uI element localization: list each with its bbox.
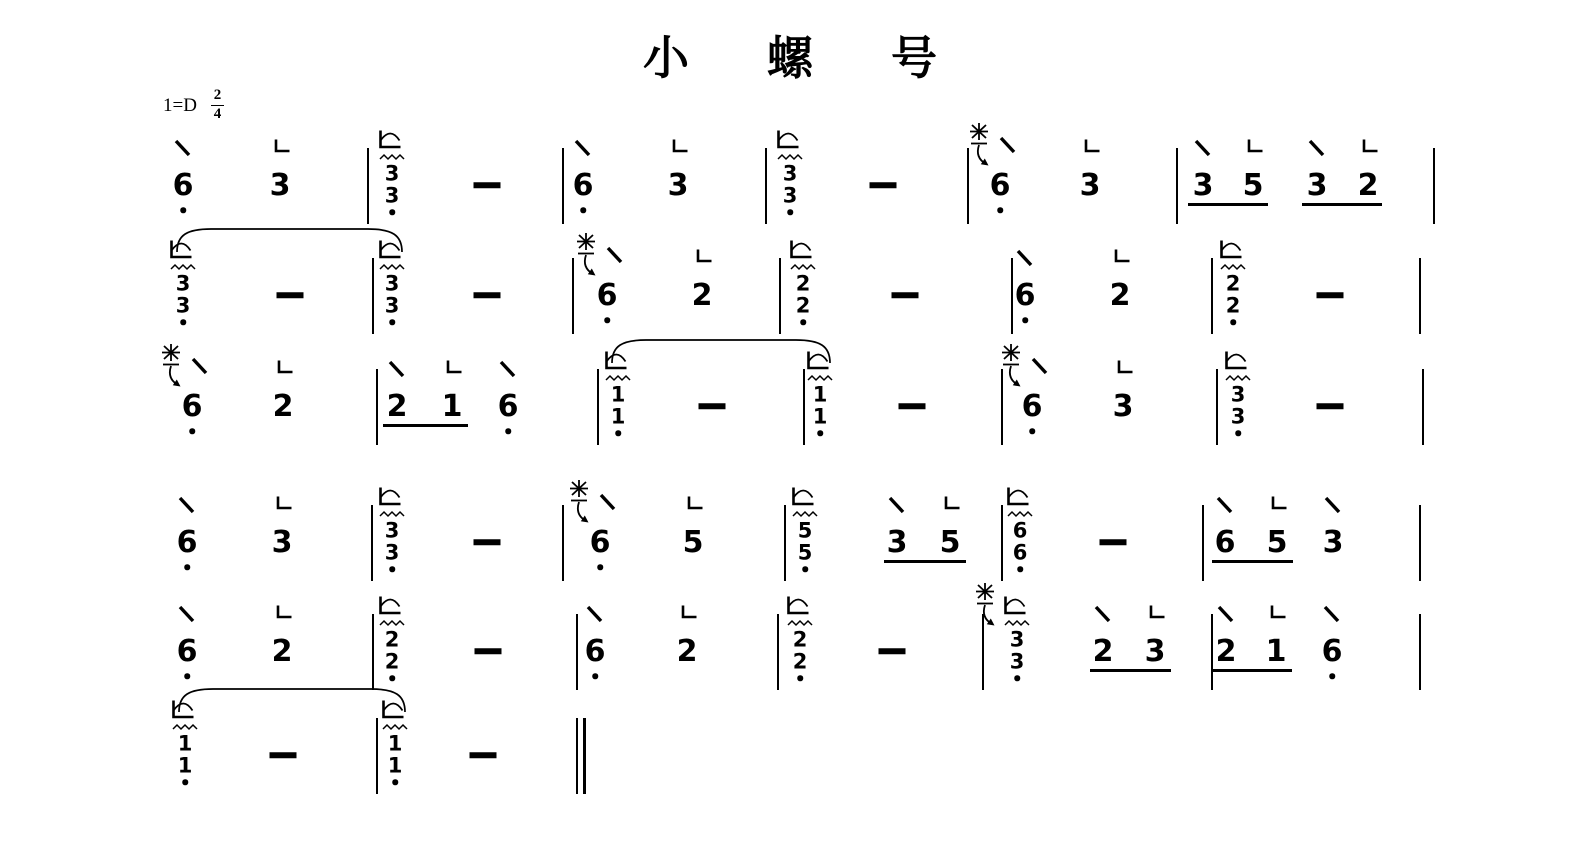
bar-line bbox=[765, 148, 767, 224]
tuo-icon bbox=[1215, 603, 1237, 625]
chord-bottom-number: 3 bbox=[384, 293, 400, 318]
note-number: 2 bbox=[1092, 634, 1114, 669]
note-number: 5 bbox=[1266, 525, 1288, 560]
duration-dash bbox=[475, 648, 502, 654]
chord-top-number: 3 bbox=[384, 271, 400, 296]
chord-top-number: 3 bbox=[384, 161, 400, 186]
dacuo-icon bbox=[1223, 349, 1250, 372]
wavy-icon bbox=[1004, 619, 1031, 628]
dacuo-icon bbox=[377, 128, 404, 151]
tie-arc bbox=[610, 337, 832, 365]
bar-line bbox=[371, 505, 373, 581]
bar-line bbox=[1419, 505, 1421, 581]
mo-icon bbox=[273, 138, 292, 155]
note-number: 2 bbox=[691, 278, 713, 313]
note-number: 2 bbox=[271, 634, 293, 669]
note-number: 6 bbox=[1021, 389, 1043, 424]
octave-dot bbox=[505, 428, 511, 434]
key-signature: 1=D bbox=[163, 94, 197, 116]
tuo-icon bbox=[176, 494, 198, 516]
time-signature-denominator: 4 bbox=[213, 106, 222, 123]
note-number: 3 bbox=[271, 525, 293, 560]
tie-arc bbox=[177, 686, 407, 714]
note-number: 6 bbox=[172, 168, 194, 203]
note-number: 2 bbox=[1109, 278, 1131, 313]
tuo-icon bbox=[1092, 603, 1114, 625]
beam-line bbox=[383, 424, 468, 427]
huazhi-icon bbox=[157, 343, 193, 391]
bar-line bbox=[376, 369, 378, 445]
wavy-icon bbox=[787, 619, 814, 628]
octave-dot bbox=[787, 209, 793, 215]
dacuo-icon bbox=[785, 594, 812, 617]
bar-line bbox=[1419, 614, 1421, 690]
wavy-icon bbox=[777, 153, 804, 162]
beam-line bbox=[1090, 669, 1171, 672]
chord-bottom-number: 1 bbox=[610, 404, 626, 429]
bar-line bbox=[367, 148, 369, 224]
note-number: 6 bbox=[596, 278, 618, 313]
mo-icon bbox=[695, 248, 714, 265]
dacuo-icon bbox=[1005, 485, 1032, 508]
tuo-icon bbox=[1322, 494, 1344, 516]
octave-dot bbox=[180, 319, 186, 325]
bar-line bbox=[372, 614, 374, 690]
final-bar-line bbox=[576, 718, 578, 794]
note-number: 3 bbox=[1306, 168, 1328, 203]
mo-icon bbox=[1083, 138, 1102, 155]
note-number: 3 bbox=[1322, 525, 1344, 560]
tuo-icon bbox=[1321, 603, 1343, 625]
duration-dash bbox=[899, 403, 926, 409]
wavy-icon bbox=[1007, 510, 1034, 519]
note-number: 3 bbox=[1144, 634, 1166, 669]
wavy-icon bbox=[605, 374, 632, 383]
note-number: 2 bbox=[1357, 168, 1379, 203]
chord-top-number: 3 bbox=[1230, 382, 1246, 407]
chord-top-number: 1 bbox=[610, 382, 626, 407]
duration-dash bbox=[879, 648, 906, 654]
bar-line bbox=[1419, 258, 1421, 334]
note-number: 6 bbox=[176, 525, 198, 560]
octave-dot bbox=[802, 566, 808, 572]
note-number: 3 bbox=[1079, 168, 1101, 203]
note-number: 1 bbox=[1265, 634, 1287, 669]
tuo-icon bbox=[1192, 137, 1214, 159]
chord-bottom-number: 2 bbox=[384, 649, 400, 674]
chord-bottom-number: 3 bbox=[782, 183, 798, 208]
huazhi-icon bbox=[565, 479, 601, 527]
note-number: 6 bbox=[181, 389, 203, 424]
duration-dash bbox=[892, 292, 919, 298]
tuo-icon bbox=[497, 358, 519, 380]
page-title: 小 螺 号 bbox=[642, 31, 940, 85]
chord-bottom-number: 2 bbox=[795, 293, 811, 318]
duration-dash bbox=[474, 539, 501, 545]
chord-bottom-number: 3 bbox=[384, 540, 400, 565]
bar-line bbox=[576, 614, 578, 690]
bar-line bbox=[376, 718, 378, 794]
huazhi-icon bbox=[965, 122, 1001, 170]
duration-dash bbox=[277, 292, 304, 298]
bar-line bbox=[1011, 258, 1013, 334]
octave-dot bbox=[189, 428, 195, 434]
note-number: 6 bbox=[589, 525, 611, 560]
note-number: 3 bbox=[667, 168, 689, 203]
wavy-icon bbox=[379, 153, 406, 162]
chord-top-number: 3 bbox=[175, 271, 191, 296]
note-number: 6 bbox=[1214, 525, 1236, 560]
chord-top-number: 3 bbox=[1009, 627, 1025, 652]
chord-top-number: 2 bbox=[384, 627, 400, 652]
octave-dot bbox=[1014, 675, 1020, 681]
tuo-icon bbox=[189, 355, 211, 377]
octave-dot bbox=[184, 564, 190, 570]
bar-line bbox=[1433, 148, 1435, 224]
tuo-icon bbox=[584, 603, 606, 625]
tuo-icon bbox=[886, 494, 908, 516]
chord-bottom-number: 1 bbox=[387, 753, 403, 778]
duration-dash bbox=[699, 403, 726, 409]
wavy-icon bbox=[792, 510, 819, 519]
chord-top-number: 5 bbox=[797, 518, 813, 543]
mo-icon bbox=[671, 138, 690, 155]
dacuo-icon bbox=[377, 594, 404, 617]
tuo-icon bbox=[597, 491, 619, 513]
wavy-icon bbox=[807, 374, 834, 383]
mo-icon bbox=[1116, 359, 1135, 376]
chord-bottom-number: 3 bbox=[384, 183, 400, 208]
beam-line bbox=[1302, 203, 1382, 206]
bar-line bbox=[1211, 614, 1213, 690]
octave-dot bbox=[389, 319, 395, 325]
wavy-icon bbox=[172, 723, 199, 732]
duration-dash bbox=[1317, 292, 1344, 298]
beam-line bbox=[1212, 560, 1293, 563]
octave-dot bbox=[1029, 428, 1035, 434]
octave-dot bbox=[1329, 673, 1335, 679]
chord-top-number: 1 bbox=[177, 731, 193, 756]
bar-line bbox=[784, 505, 786, 581]
note-number: 5 bbox=[1242, 168, 1264, 203]
note-number: 6 bbox=[572, 168, 594, 203]
mo-icon bbox=[276, 359, 295, 376]
chord-top-number: 3 bbox=[384, 518, 400, 543]
bar-line bbox=[562, 148, 564, 224]
octave-dot bbox=[592, 673, 598, 679]
beam-line bbox=[1188, 203, 1268, 206]
note-number: 2 bbox=[1215, 634, 1237, 669]
bar-line bbox=[803, 369, 805, 445]
chord-top-number: 1 bbox=[387, 731, 403, 756]
octave-dot bbox=[1230, 319, 1236, 325]
key-time-signature bbox=[163, 88, 224, 123]
wavy-icon bbox=[1220, 263, 1247, 272]
chord-bottom-number: 1 bbox=[812, 404, 828, 429]
chord-top-number: 3 bbox=[782, 161, 798, 186]
duration-dash bbox=[870, 182, 897, 188]
octave-dot bbox=[1022, 317, 1028, 323]
note-number: 2 bbox=[272, 389, 294, 424]
octave-dot bbox=[797, 675, 803, 681]
huazhi-icon bbox=[572, 232, 608, 280]
note-number: 3 bbox=[1192, 168, 1214, 203]
wavy-icon bbox=[379, 510, 406, 519]
chord-top-number: 1 bbox=[812, 382, 828, 407]
chord-bottom-number: 3 bbox=[1009, 649, 1025, 674]
chord-bottom-number: 6 bbox=[1012, 540, 1028, 565]
octave-dot bbox=[580, 207, 586, 213]
chord-bottom-number: 3 bbox=[1230, 404, 1246, 429]
bar-line bbox=[597, 369, 599, 445]
octave-dot bbox=[1017, 566, 1023, 572]
time-signature-numerator: 2 bbox=[213, 87, 222, 103]
bar-line bbox=[372, 258, 374, 334]
tuo-icon bbox=[997, 134, 1019, 156]
chord-top-number: 2 bbox=[1225, 271, 1241, 296]
note-number: 2 bbox=[676, 634, 698, 669]
mo-icon bbox=[1270, 495, 1289, 512]
note-number: 6 bbox=[497, 389, 519, 424]
bar-line bbox=[1216, 369, 1218, 445]
mo-icon bbox=[445, 359, 464, 376]
wavy-icon bbox=[379, 619, 406, 628]
chord-top-number: 2 bbox=[795, 271, 811, 296]
duration-dash bbox=[474, 292, 501, 298]
duration-dash bbox=[1100, 539, 1127, 545]
mo-icon bbox=[943, 495, 962, 512]
note-number: 3 bbox=[269, 168, 291, 203]
wavy-icon bbox=[790, 263, 817, 272]
chord-top-number: 6 bbox=[1012, 518, 1028, 543]
note-number: 1 bbox=[441, 389, 463, 424]
huazhi-icon bbox=[997, 343, 1033, 391]
final-bar-line bbox=[583, 718, 586, 794]
octave-dot bbox=[182, 779, 188, 785]
beam-line bbox=[1213, 669, 1292, 672]
tuo-icon bbox=[386, 358, 408, 380]
octave-dot bbox=[389, 209, 395, 215]
note-number: 6 bbox=[176, 634, 198, 669]
tuo-icon bbox=[1306, 137, 1328, 159]
octave-dot bbox=[389, 675, 395, 681]
wavy-icon bbox=[382, 723, 409, 732]
octave-dot bbox=[1235, 430, 1241, 436]
note-number: 3 bbox=[1112, 389, 1134, 424]
wavy-icon bbox=[1225, 374, 1252, 383]
octave-dot bbox=[817, 430, 823, 436]
dacuo-icon bbox=[1002, 594, 1029, 617]
dacuo-icon bbox=[377, 485, 404, 508]
bar-line bbox=[1176, 148, 1178, 224]
tuo-icon bbox=[1029, 355, 1051, 377]
chord-bottom-number: 5 bbox=[797, 540, 813, 565]
mo-icon bbox=[1113, 248, 1132, 265]
note-number: 2 bbox=[386, 389, 408, 424]
note-number: 6 bbox=[989, 168, 1011, 203]
bar-line bbox=[562, 505, 564, 581]
wavy-icon bbox=[170, 263, 197, 272]
octave-dot bbox=[184, 673, 190, 679]
tuo-icon bbox=[172, 137, 194, 159]
bar-line bbox=[1211, 258, 1213, 334]
chord-bottom-number: 2 bbox=[792, 649, 808, 674]
note-number: 6 bbox=[584, 634, 606, 669]
mo-icon bbox=[275, 604, 294, 621]
chord-bottom-number: 3 bbox=[175, 293, 191, 318]
octave-dot bbox=[604, 317, 610, 323]
note-number: 5 bbox=[939, 525, 961, 560]
mo-icon bbox=[686, 495, 705, 512]
tuo-icon bbox=[604, 244, 626, 266]
bar-line bbox=[1422, 369, 1424, 445]
mo-icon bbox=[275, 495, 294, 512]
duration-dash bbox=[270, 752, 297, 758]
dacuo-icon bbox=[788, 238, 815, 261]
chord-top-number: 2 bbox=[792, 627, 808, 652]
mo-icon bbox=[1361, 138, 1380, 155]
octave-dot bbox=[392, 779, 398, 785]
note-number: 6 bbox=[1014, 278, 1036, 313]
tuo-icon bbox=[1014, 247, 1036, 269]
chord-bottom-number: 1 bbox=[177, 753, 193, 778]
bar-line bbox=[777, 614, 779, 690]
time-signature bbox=[211, 88, 224, 123]
mo-icon bbox=[1246, 138, 1265, 155]
octave-dot bbox=[997, 207, 1003, 213]
note-number: 5 bbox=[682, 525, 704, 560]
beam-line bbox=[884, 560, 966, 563]
dacuo-icon bbox=[775, 128, 802, 151]
tie-arc bbox=[175, 226, 404, 254]
bar-line bbox=[779, 258, 781, 334]
bar-line bbox=[1001, 505, 1003, 581]
octave-dot bbox=[597, 564, 603, 570]
octave-dot bbox=[180, 207, 186, 213]
dacuo-icon bbox=[1218, 238, 1245, 261]
note-number: 6 bbox=[1321, 634, 1343, 669]
tuo-icon bbox=[176, 603, 198, 625]
mo-icon bbox=[680, 604, 699, 621]
octave-dot bbox=[389, 566, 395, 572]
duration-dash bbox=[470, 752, 497, 758]
octave-dot bbox=[615, 430, 621, 436]
tuo-icon bbox=[572, 137, 594, 159]
mo-icon bbox=[1269, 604, 1288, 621]
tuo-icon bbox=[1214, 494, 1236, 516]
wavy-icon bbox=[379, 263, 406, 272]
note-number: 3 bbox=[886, 525, 908, 560]
mo-icon bbox=[1148, 604, 1167, 621]
bar-line bbox=[1202, 505, 1204, 581]
chord-bottom-number: 2 bbox=[1225, 293, 1241, 318]
octave-dot bbox=[800, 319, 806, 325]
duration-dash bbox=[474, 182, 501, 188]
duration-dash bbox=[1317, 403, 1344, 409]
dacuo-icon bbox=[790, 485, 817, 508]
